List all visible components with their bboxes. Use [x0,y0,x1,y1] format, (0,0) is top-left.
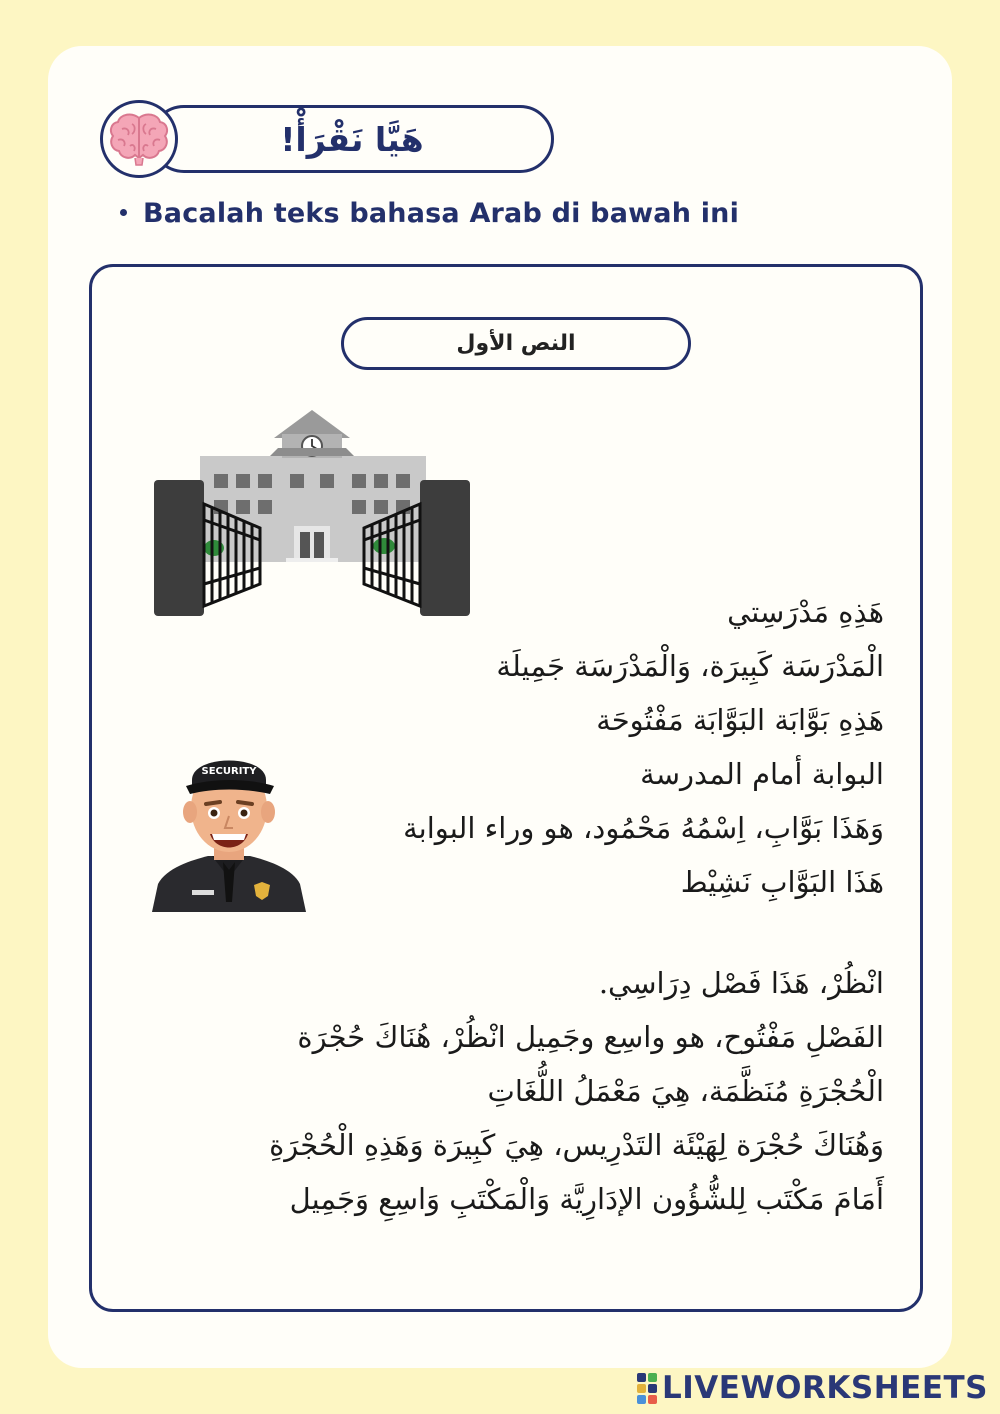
liveworksheets-logo[interactable] [637,1370,988,1406]
text-line: الْحُجْرَةِ مُنَظَّمَة، هِيَ مَعْمَلُ اللُّغَاتِ [487,1074,884,1108]
instruction-line [120,198,739,229]
reading-subtitle-text: النص الأول [456,331,576,356]
text-line: هَذِهِ مَدْرَسِتي [727,595,884,629]
section-title [150,105,554,173]
text-line: الفَصْلِ مَفْتُوح، هو واسِع وجَمِيل انْظُرْ، هُنَاكَ حُجْرَة [297,1020,884,1054]
text-line: الْمَدْرَسَة كَبِيرَة، وَالْمَدْرَسَة جَمِيلَة [496,649,884,683]
liveworksheets-logo-icon [637,1373,657,1404]
section-title-text: هَيَّا نَقْرَأْ! [280,119,424,159]
text-line: هَذِهِ بَوَّابَة البَوَّابَة مَفْتُوحَة [596,703,884,737]
liveworksheets-logo-text: LIVEWORKSHEETS [662,1370,988,1406]
reading-subtitle [341,317,691,370]
text-line: وَهَذَا بَوَّابِ، اِسْمُهُ مَحْمُود، هو وراء البوابة [403,811,884,845]
brain-icon [100,100,178,178]
text-line: انْظُرْ، هَذَا فَصْل دِرَاسِي. [598,966,884,1000]
text-line: أَمَامَ مَكْتَب لِلشُّؤُون الإدَارِيَّة وَالْمَكْتَبِ وَاسِعِ وَجَمِيل [289,1182,884,1216]
instruction-text: Bacalah teks bahasa Arab di bawah ini [143,198,740,229]
security-guard-illustration [152,742,306,912]
text-line: هَذَا البَوَّابِ نَشِيْط [680,865,884,899]
reading-paragraph-2 [269,956,884,1226]
svg-text:SECURITY: SECURITY [201,766,257,777]
reading-paragraph-1 [403,585,884,909]
text-line: البوابة أمام المدرسة [640,757,884,791]
bullet-icon [120,209,127,216]
text-line: وَهُنَاكَ حُجْرَة لِهَيْئَة التَدْرِيس، هِيَ كَبِيرَة وَهَذِهِ الْحُجْرَةِ [269,1128,884,1162]
